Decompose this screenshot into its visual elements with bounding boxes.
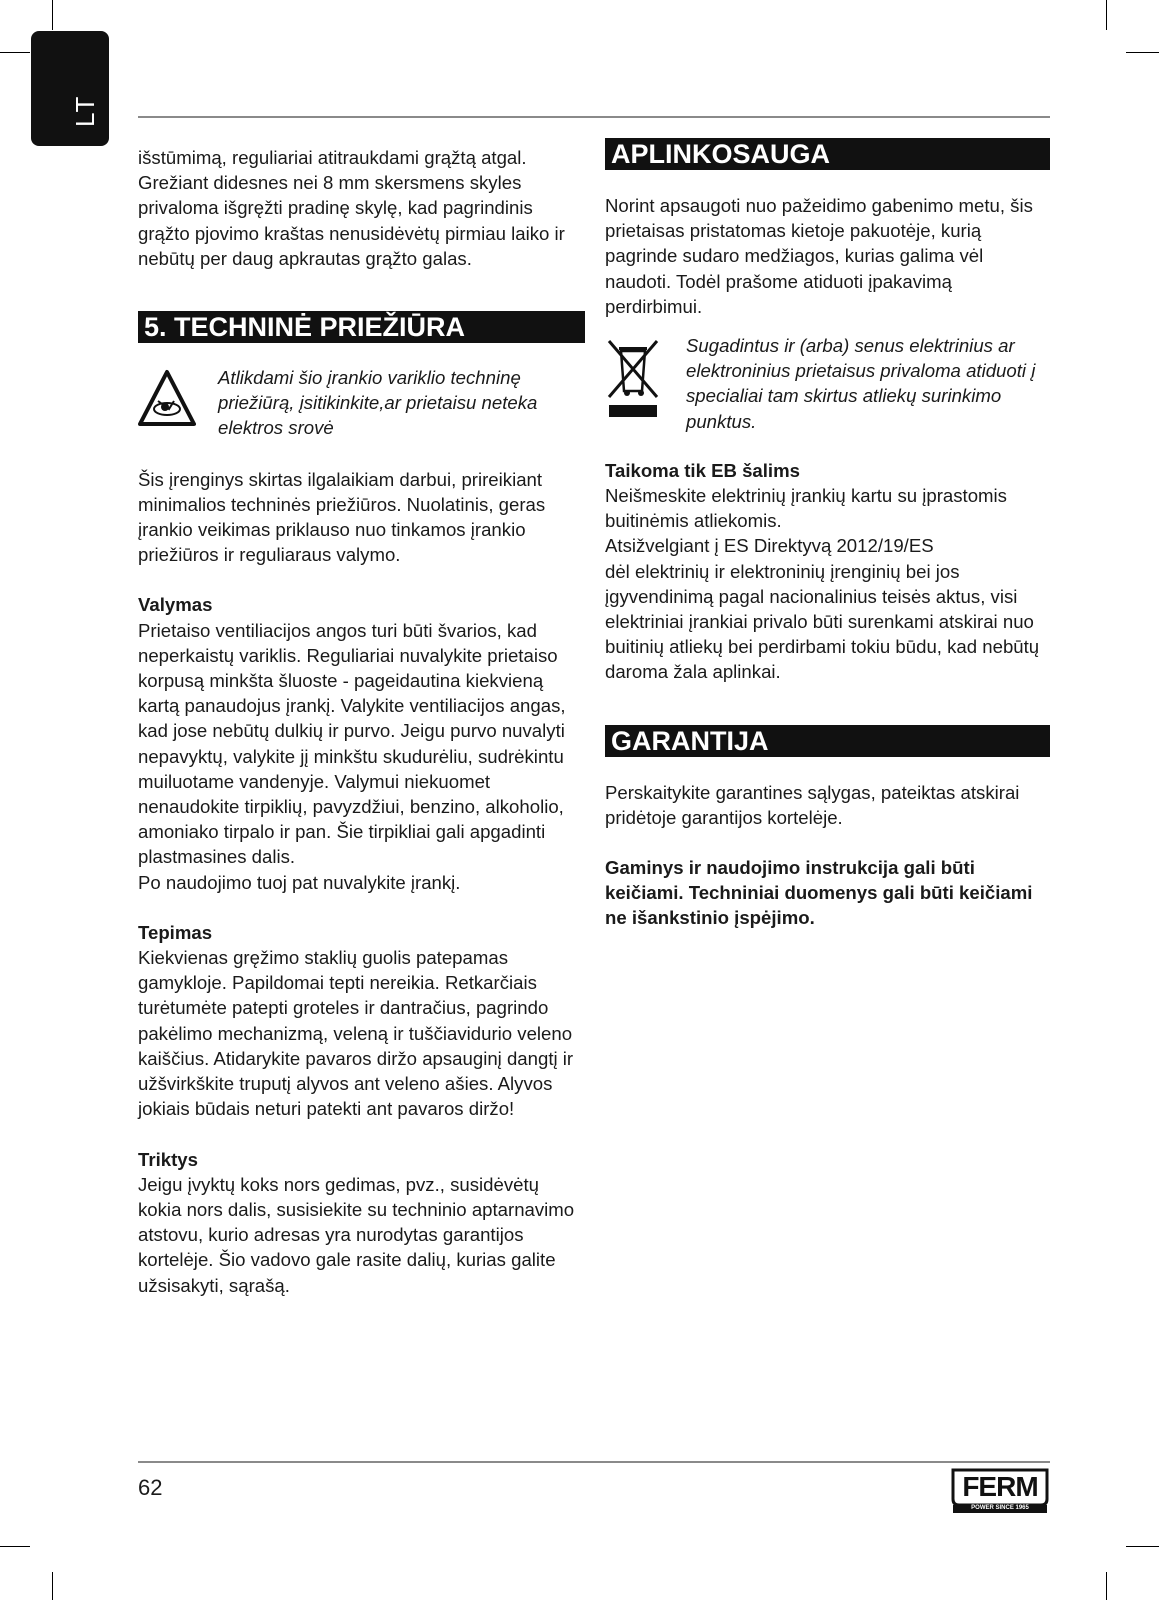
language-code: LT <box>70 94 100 127</box>
left-column <box>138 145 585 1298</box>
eu-text-1: Neišmeskite elektrinių įrankių kartu su įprastomis buitinėmis atliekomis. <box>605 485 1007 532</box>
faults-text: Jeigu įvyktų koks nors gedimas, pvz., susidėvėtų kokia nors dalis, susisiekite su techninio aptarnavimo atstovu, kurio adresas yra nurodytas garantijos kortelėje. Šio vadovo gale rasite dalių, kurias galite užsisakyti, sąrašą. <box>138 1173 575 1296</box>
crop-mark <box>52 0 53 30</box>
right-column <box>605 138 1050 931</box>
change-notice: Gaminys ir naudojimo instrukcija gali būti keičiami. Techniniai duomenys gali būti keičiami ne išankstinio įspėjimo. <box>605 857 1033 929</box>
lubrication-text: Kiekvienas gręžimo staklių guolis patepamas gamykloje. Papildomai tepti nereikia. Retkarčiais turėtumėte patepti groteles ir dantračius, pagrindo pakėlimo mechanizmą, veleną ir tuščiavidurio veleno kaiščius. Atidarykite pavaros diržo apsauginį dangtį ir užšvirkškite truputį alyvos ant veleno ašies. Alyvos jokiais būdais neturi patekti ant pavaros diržo! <box>138 947 574 1120</box>
eu-text-2: Atsižvelgiant į ES Direktyvą 2012/19/ES <box>605 535 934 557</box>
crop-mark <box>1106 0 1107 30</box>
eu-text-3: dėl elektrinių ir elektroninių įrenginių bei jos įgyvendinimą pagal nacionalinius teisės aktus, visi elektriniai įrankiai privalo būti surenkami atskirai nuo buitinių atliekų bei perdirbami tokiu būdu, kad nebūtų daroma žala aplinkai. <box>605 560 1040 683</box>
faults-title: Triktys <box>138 1148 198 1170</box>
section-title-warranty: GARANTIJA <box>605 725 1050 757</box>
cleaning-text: Prietaiso ventiliacijos angos turi būti švarios, kad neperkaistų variklis. Reguliariai nuvalykite prietaiso korpusą minkšta šluoste - pageidautina kiekvieną kartą panaudojus įrankį. Valykite ventiliacijos angas, kad jose nebūtų dulkių ir purvo. Jeigu purvo nuvalyti nepavyktų, valykite jį minkštu skudurėliu, sudrėkintu muiluotame vandenyje. Valymui niekuomet nenaudokite tirpiklių, pavyzdžiui, benzino, alkoholio, amoniako tirpalo ir pan. Šie tirpikliai gali apgadinti plastmasines dalis. <box>138 619 566 868</box>
electric-hazard-icon <box>138 369 196 427</box>
cleaning-title: Valymas <box>138 594 213 616</box>
footer-rule <box>138 1461 1050 1463</box>
page-number: 62 <box>138 1475 163 1500</box>
crossed-out-bin-icon <box>605 337 661 419</box>
warning-text: Atlikdami šio įrankio variklio techninę priežiūrą, įsitikinkite,ar prietaisu neteka elektros srovė <box>218 367 538 439</box>
warranty-text: Perskaitykite garantines sąlygas, pateiktas atskirai pridėtoje garantijos kortelėje. <box>605 781 1020 828</box>
section-title-maintenance: 5. TECHNINĖ PRIEŽIŪRA <box>138 311 585 343</box>
language-tab <box>31 31 109 146</box>
logo-tagline: POWER SINCE 1965 <box>971 1505 1029 1511</box>
crop-mark <box>1126 1546 1159 1547</box>
section-title-environment: APLINKOSAUGA <box>605 138 1050 170</box>
crop-mark <box>0 1546 30 1547</box>
eu-title: Taikoma tik EB šalims <box>605 459 800 481</box>
weee-text: Sugadintus ir (arba) senus elektrinius ar elektroninius prietaisus privaloma atiduoti į specialiai tam skirtus atliekų surinkimo punktus. <box>686 335 1036 432</box>
crop-mark <box>1106 1572 1107 1600</box>
maintenance-paragraph: Šis įrenginys skirtas ilgalaikiam darbui, prireikiant minimalios techninės priežiūros. Nuolatinis, geras įrankio veikimas priklauso nuo tinkamos įrankio priežiūros ir reguliaraus valymo. <box>138 468 546 566</box>
header-rule <box>138 116 1050 118</box>
crop-mark <box>0 52 30 53</box>
weee-box <box>605 333 1050 434</box>
crop-mark <box>52 1572 53 1600</box>
intro-paragraph: išstūmimą, reguliariai atitraukdami grąžtą atgal. Grežiant didesnes nei 8 mm skersmens skyles privaloma išgręžti pradinę skylę, kad pagrindinis grąžto pjovimo kraštas nenusidėvėtų pirmiau laiko ir nebūtų per daug apkrautas grąžto galas. <box>138 147 565 269</box>
lubrication-title: Tepimas <box>138 921 213 943</box>
logo-wordmark: FERM <box>962 1471 1038 1502</box>
cleaning-text-2: Po naudojimo tuoj pat nuvalykite įrankį. <box>138 871 461 893</box>
warning-box <box>138 365 585 441</box>
environment-paragraph: Norint apsaugoti nuo pažeidimo gabenimo metu, šis prietaisas pristatomas kietoje pakuotėje, kurią pagrinde sudaro medžiagos, kurias galima vėl naudoti. Todėl prašome atiduoti įpakavimą perdirbimui. <box>605 195 1033 317</box>
ferm-logo <box>950 1467 1050 1513</box>
crop-mark <box>1126 52 1159 53</box>
